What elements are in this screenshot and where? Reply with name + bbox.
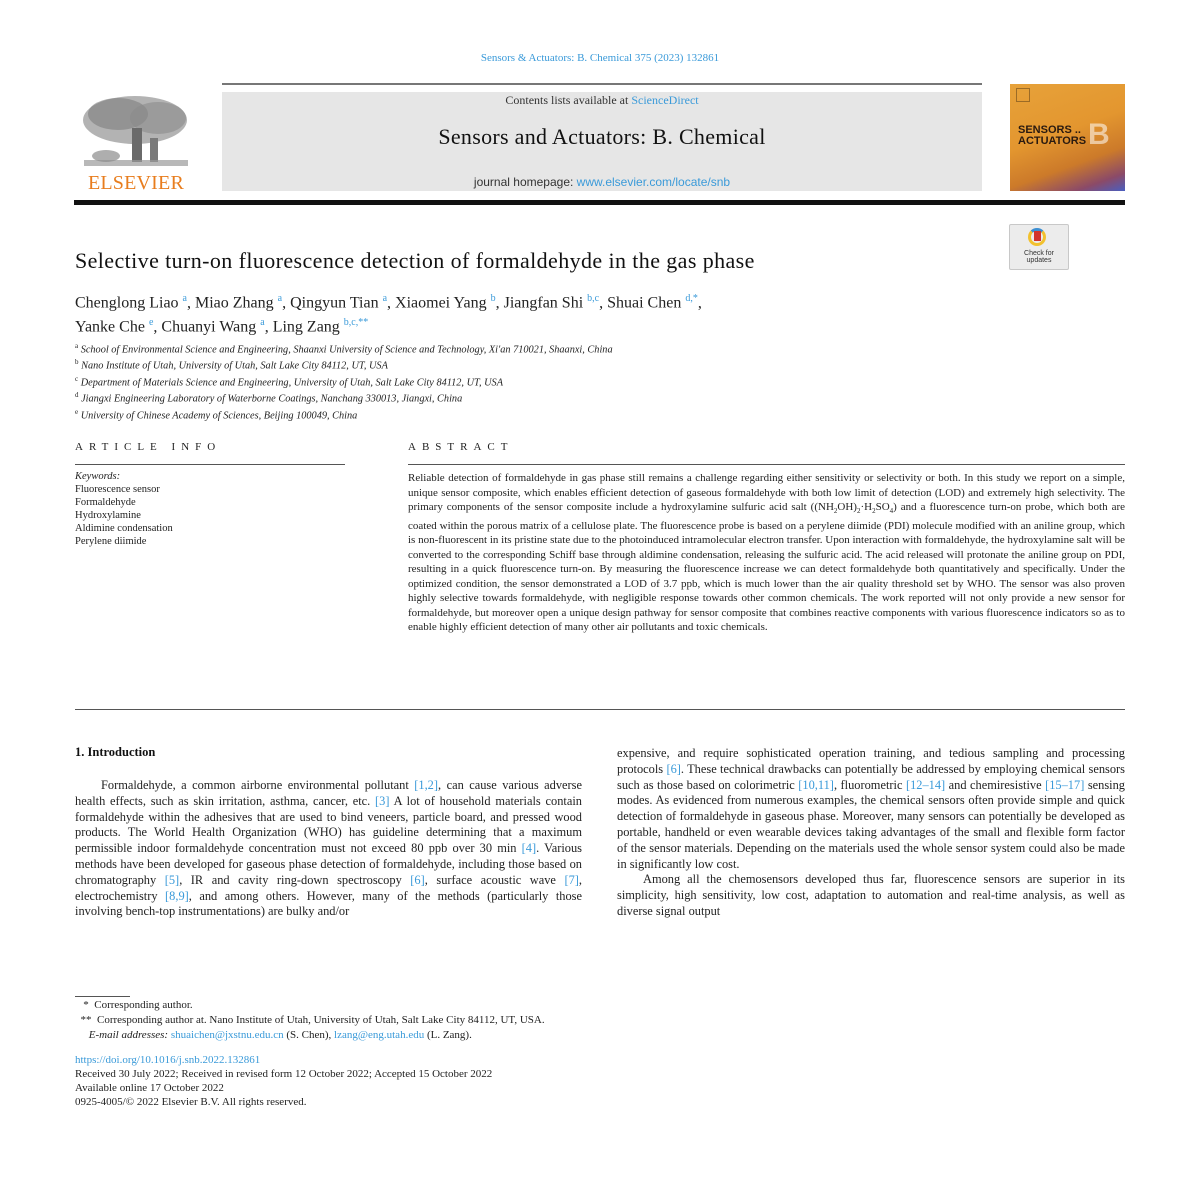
affiliation [75, 340, 613, 356]
header-rule [222, 83, 982, 85]
affiliation [75, 389, 613, 405]
affiliation [75, 406, 613, 422]
email-link-chen[interactable]: shuaichen@jxstnu.edu.cn [170, 1029, 284, 1041]
cover-letter: B [1088, 118, 1110, 151]
author-affiliation-mark[interactable]: a [277, 293, 283, 304]
elsevier-logo[interactable] [74, 92, 198, 194]
affiliation [75, 356, 613, 372]
cover-logo-icon [1016, 88, 1030, 102]
keywords-block [75, 470, 173, 548]
citation-link[interactable]: [5] [164, 872, 180, 887]
citation-link[interactable]: [7] [564, 872, 579, 887]
keywords-heading: Keywords: [75, 471, 121, 482]
author[interactable]: Yanke Che [75, 318, 145, 336]
journal-homepage-link[interactable]: www.elsevier.com/locate/snb [576, 175, 731, 189]
footnote-corresponding: * Corresponding author. [83, 999, 193, 1011]
body-column-right [617, 746, 1125, 920]
available-online: Available online 17 October 2022 [75, 1082, 224, 1094]
journal-banner [222, 92, 982, 191]
author-affiliation-mark[interactable]: b,c,** [343, 317, 369, 329]
paragraph: expensive, and require sophisticated operation training, and tedious sampling and processing protocols [6]. These technical drawbacks can potentially be addressed by employing chemical sensors such as those based on colorimetric [10,11], fluorometric [12–14] and chemiresistive [15–17] sensing modes. As evidenced from numerous examples, the chemical sensors often provide simple and quick detection of formaldehyde in gaseous phase. Moreover, many sensors can potentially be developed as portable, handheld or even wearable devices taking advantages of the small and flexible form factor of the sensor materials. Depending on the materials used the whole sensor system could also be made in significantly low cost. [617, 746, 1125, 871]
citation-link[interactable]: [6] [666, 761, 681, 776]
abstract-heading: ABSTRACT [408, 441, 514, 453]
affiliation-key: d [75, 391, 79, 400]
check-for-updates-label: Check for updates [1024, 250, 1054, 264]
affiliation-key: b [75, 358, 79, 367]
paragraph: Among all the chemosensors developed thus far, fluorescence sensors are superior in its simplicity, high sensitivity, low cost, adaptation to automation and real-time analysis, as well as diverse signal output [617, 872, 1125, 918]
keyword: Aldimine condensation [75, 523, 173, 534]
homepage-line [222, 175, 982, 189]
keyword: Perylene diimide [75, 536, 147, 547]
author-list: Chenglong Liao $^a$, Miao Zhang $^a$, Qingyun Tian $^a$, Xiaomei Yang $^b$, Jiangfan Shi $^{b,c}$, Shuai Chen $^{d,*}$, Yanke Che $^e$, Chuanyi Wang $^a$, Ling Zang $^{b,c,**}$ [75, 293, 702, 336]
article-title: Selective turn-on fluorescence detection of formaldehyde in the gas phase [75, 248, 755, 273]
affiliation-key: c [75, 374, 79, 383]
section-heading-introduction: 1. Introduction [75, 745, 156, 759]
author[interactable]: Jiangfan Shi [503, 294, 584, 312]
keyword: Fluorescence sensor [75, 484, 160, 495]
abstract-rule [408, 464, 1125, 465]
tree-icon [78, 92, 192, 170]
author-affiliation-mark[interactable]: a [382, 293, 388, 304]
footnote-corresponding-2: ** Corresponding author at. Nano Institute of Utah, University of Utah, Salt Lake City 84112, UT, USA. [80, 1014, 545, 1026]
affiliation-key: e [75, 407, 79, 416]
abstract-text: Reliable detection of formaldehyde in gas phase still remains a challenge regarding either sensitivity or selectivity or both. In this study we report on a simple, unique sensor composite, which enables efficient detection of gaseous formaldehyde with both low limit of detection (LOD) and extremely high selectivity. The primary components of the sensor composite include a hydroxylamine sulfuric acid salt $((NH_2OH)_2\cdot H_2SO_4)$ and a fluorescence turn-on probe, which both are coated within the porous matrix of a cellulose plate. The fluorescence probe is based on a perylene diimide (PDI) molecule modified with an aniline group, which is non-fluorescent in its pristine state due to the photoinduced intramolecular electron transfer. Upon interaction with formaldehyde, the hydroxylamine salt will be converted to the corresponding Schiff base through aldimine condensation, releasing the sulfuric acid. The acid released will protonate the aniline group on PDI, resulting in a quick fluorescence turn-on. By measuring the fluorescence increase we can detect formaldehyde both quantitatively and specifically. Under the optimized condition, the sensor demonstrated a LOD of 3.7 ppb, which is much lower than the air quality threshold set by WHO. The sensor was also proven highly selective towards formaldehyde, with negligible response towards other common chemicals. The work reported will not only provide a new sensor for formaldehyde, but moreover open a unique design pathway for sensor composite that combines reactive components with various fluorescence indicators so as to enable highly efficient detection of many other air pollutants and toxic chemicals. [408, 472, 1126, 634]
cover-line-2: ACTUATORS [1018, 135, 1087, 147]
article-info-rule [75, 464, 345, 465]
keyword: Hydroxylamine [75, 510, 141, 521]
journal-title: Sensors and Actuators: B. Chemical [438, 124, 766, 149]
journal-cover[interactable] [1010, 84, 1125, 191]
author[interactable]: Xiaomei Yang [395, 294, 487, 312]
footnotes [75, 998, 545, 1043]
affiliation-text: Jiangxi Engineering Laboratory of Waterborne Coatings, Nanchang 330013, Jiangxi, China [81, 393, 463, 405]
body-column-left [75, 778, 582, 920]
copyright: 0925-4005/© 2022 Elsevier B.V. All rights reserved. [75, 1096, 307, 1108]
keyword: Formaldehyde [75, 497, 136, 508]
running-head[interactable]: Sensors & Actuators: B. Chemical 375 (2023) 132861 [480, 52, 720, 64]
publisher-wordmark: ELSEVIER [87, 172, 185, 194]
author[interactable]: Chenglong Liao [75, 294, 179, 312]
author-affiliation-mark[interactable]: b [490, 293, 496, 304]
paragraph: Formaldehyde, a common airborne environmental pollutant [1,2], can cause various adverse health effects, such as skin irritation, asthma, cancer, etc. [3] A lot of household materials contain formaldehyde within the adhesives that are used to bind veneers, particle board, and pressed wood products. The World Health Organization (WHO) has guideline determining that a maximum permissible indoor formaldehyde concentration must not exceed 80 ppb over 30 min [4]. Various methods have been developed for gaseous phase detection of formaldehyde, including those based on chromatography [5], IR and cavity ring-down spectroscopy [6], surface acoustic wave [7], electrochemistry [8,9], and among others. However, many of the methods (particularly those involving bench-top instrumentations) are bulky and/or [75, 778, 583, 919]
citation-link[interactable]: [4] [521, 841, 537, 856]
author[interactable]: Miao Zhang [195, 294, 274, 312]
author[interactable]: Qingyun Tian [290, 294, 379, 312]
abstract-bottom-rule [75, 709, 1125, 710]
author-affiliation-mark[interactable]: e [148, 317, 154, 329]
affiliation [75, 373, 613, 389]
affiliation-key: a [75, 342, 79, 350]
citation-link[interactable]: [6] [410, 872, 425, 887]
doi-link[interactable]: https://doi.org/10.1016/j.snb.2022.132861 [75, 1054, 261, 1066]
author-affiliation-mark[interactable]: a [260, 317, 265, 329]
author[interactable]: Chuanyi Wang [161, 318, 257, 336]
affiliation-text: University of Chinese Academy of Sciences, Beijing 100049, China [80, 410, 358, 422]
footnote-rule [75, 996, 130, 997]
affiliation-text: Department of Materials Science and Engineering, University of Utah, Salt Lake City 84112, UT, USA [80, 377, 503, 389]
bookmark-flag-icon [1034, 231, 1041, 241]
citation-link[interactable]: [15–17] [1045, 777, 1085, 792]
citation-link[interactable]: [3] [375, 793, 390, 808]
author-affiliation-mark[interactable]: d,* [685, 293, 698, 304]
footnote-emails: E-mail addresses: shuaichen@jxstnu.edu.cn (S. Chen), lzang@eng.utah.edu (L. Zang). [88, 1029, 472, 1041]
author-affiliation-mark[interactable]: a [182, 293, 187, 304]
citation-link[interactable]: [12–14] [905, 777, 946, 792]
author[interactable]: Ling Zang [272, 318, 340, 336]
affiliation-text: Nano Institute of Utah, University of Utah, Salt Lake City 84112, UT, USA [81, 360, 388, 372]
contents-line [222, 93, 982, 108]
author[interactable]: Shuai Chen [607, 294, 682, 312]
publication-info [75, 1053, 492, 1109]
citation-link[interactable]: [1,2] [414, 778, 438, 792]
affiliation-text: School of Environmental Science and Engineering, Shaanxi University of Science and Technology, Xi'an 710021, Shaanxi, China [80, 344, 613, 356]
cover-title [1018, 125, 1086, 147]
affiliation-list [75, 340, 613, 422]
citation-link[interactable]: [8,9] [165, 888, 189, 903]
sciencedirect-link[interactable]: ScienceDirect [631, 93, 699, 107]
cover-line-1: SENSORS .. [1018, 124, 1081, 136]
check-for-updates-button[interactable] [1009, 224, 1069, 270]
contents-prefix: Contents lists available at [505, 93, 632, 107]
article-info-heading: ARTICLE INFO [75, 441, 222, 453]
email-link-zang[interactable]: lzang@eng.utah.edu [334, 1029, 425, 1041]
header-thick-rule [74, 200, 1125, 205]
author-affiliation-mark[interactable]: b,c [587, 293, 600, 304]
citation-link[interactable]: [10,11] [798, 777, 834, 792]
received-dates: Received 30 July 2022; Received in revised form 12 October 2022; Accepted 15 October 2022 [75, 1068, 493, 1080]
homepage-prefix: journal homepage: [473, 175, 577, 189]
